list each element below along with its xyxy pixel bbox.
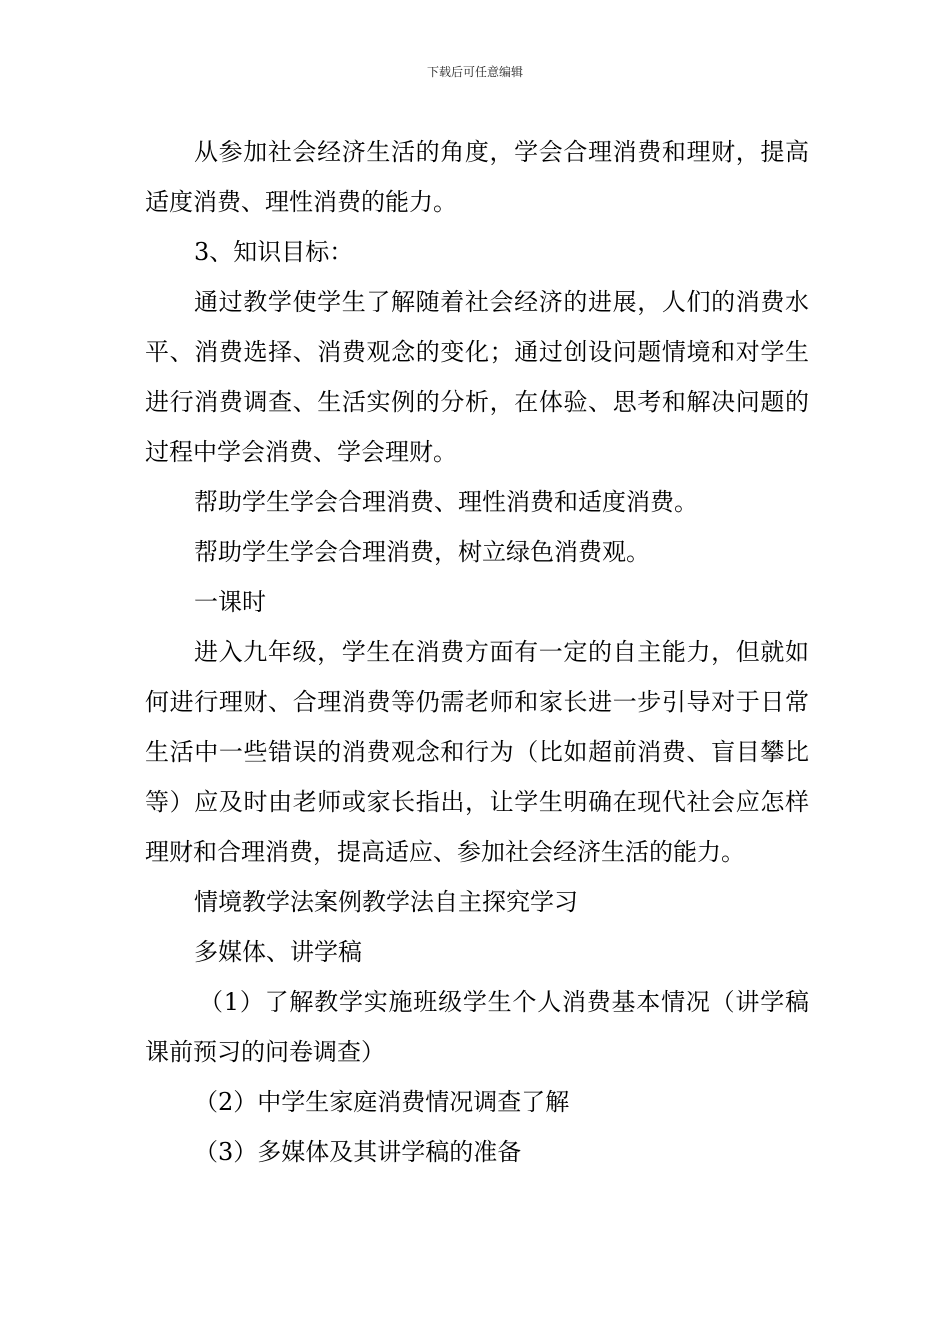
paragraph-help-rational: 帮助学生学会合理消费、理性消费和适度消费。 (194, 488, 698, 516)
paragraph-teaching-methods: 情境教学法案例教学法自主探究学习 (194, 888, 578, 916)
paragraph-teaching-aids: 多媒体、讲学稿 (194, 938, 362, 966)
paragraph-help-green: 帮助学生学会合理消费，树立绿色消费观。 (194, 538, 650, 566)
paragraph-consumption-goal: 从参加社会经济生活的角度，学会合理消费和理财，提高适度消费、理性消费的能力。 (145, 138, 809, 216)
paragraph-student-analysis: 进入九年级，学生在消费方面有一定的自主能力，但就如何进行理财、合理消费等仍需老师和家长进一步引导对于日常生活中一些错误的消费观念和行为（比如超前消费、盲目攀比等）应及时由老师或家长指出，让学生明确在现代社会应怎样理财和合理消费，提高适应、参加社会经济生活的能力。 (145, 638, 809, 866)
page-header: 下载后可任意编辑 (426, 65, 523, 79)
paragraph-lesson-count: 一课时 (194, 588, 266, 616)
paragraph-prep-item-3: （3）多媒体及其讲学稿的准备 (194, 1138, 522, 1166)
paragraph-prep-item-2: （2）中学生家庭消费情况调查了解 (194, 1088, 570, 1116)
paragraph-prep-item-1: （1）了解教学实施班级学生个人消费基本情况（讲学稿课前预习的问卷调查） (145, 988, 809, 1066)
document-body (145, 127, 809, 1177)
paragraph-knowledge-goal-heading: 3、知识目标： (194, 238, 354, 266)
paragraph-knowledge-goal: 通过教学使学生了解随着社会经济的进展，人们的消费水平、消费选择、消费观念的变化；通过创设问题情境和对学生进行消费调查、生活实例的分析，在体验、思考和解决问题的过程中学会消费、学会理财。 (145, 288, 809, 466)
